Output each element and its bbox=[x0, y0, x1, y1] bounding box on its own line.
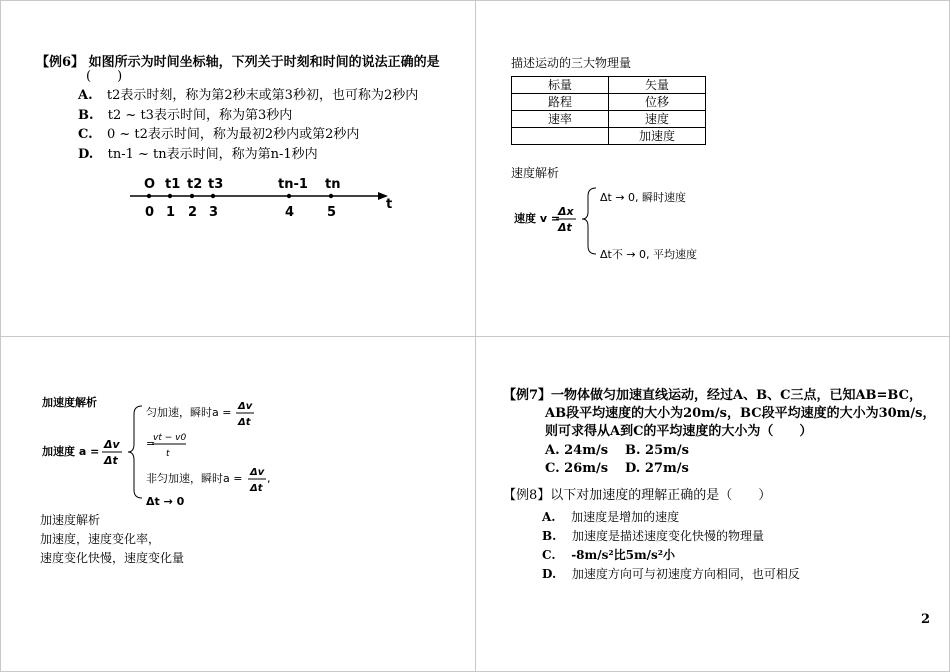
option-text: t2 ~ t3表示时间，称为第3秒内 bbox=[107, 108, 293, 123]
table-cell: 标量 bbox=[512, 77, 609, 94]
option-label: B. bbox=[542, 529, 557, 543]
fraction-numerator: Δv bbox=[238, 401, 253, 412]
table-cell: 速率 bbox=[512, 111, 609, 128]
table-cell: 路程 bbox=[512, 94, 609, 111]
axis-bottom-label: 1 bbox=[166, 205, 176, 220]
acceleration-lhs: 加速度 a = bbox=[42, 445, 100, 458]
fraction-denominator: Δt bbox=[238, 417, 251, 428]
fraction-denominator: t bbox=[166, 449, 170, 459]
table-cell: 矢量 bbox=[609, 77, 706, 94]
option-text: 加速度是增加的速度 bbox=[571, 510, 680, 524]
option-label: D. bbox=[78, 147, 94, 162]
example7-option-b: B. 25m/s bbox=[625, 443, 689, 458]
example7-line-1: 【例7】一物体做匀加速直线运动，经过A、B、C三点，已知AB=BC， bbox=[503, 388, 923, 403]
example8-option-d bbox=[542, 567, 800, 581]
accel-branch-limit: Δt → 0 bbox=[146, 495, 185, 508]
accel-branch-nonuniform: 非匀加速，瞬时a = bbox=[146, 472, 243, 485]
velocity-branch-average: Δt不 → 0, 平均速度 bbox=[600, 248, 698, 261]
axis-bottom-label: 3 bbox=[209, 205, 219, 220]
option-label: C. bbox=[78, 127, 93, 142]
velocity-lhs: 速度 v = bbox=[514, 212, 561, 225]
axis-top-label: t2 bbox=[187, 177, 203, 192]
example7-option-a: A. 24m/s bbox=[545, 443, 609, 458]
accel-branch-uniform: 匀加速，瞬时a = bbox=[146, 406, 232, 419]
example8-header: 【例8】以下对加速度的理解正确的是（ ） bbox=[503, 488, 772, 503]
example7-line-3: 则可求得从A到C的平均速度的大小为（ ） bbox=[545, 424, 813, 439]
page-number: 2 bbox=[921, 612, 931, 627]
option-text: t2表示时刻，称为第2秒末或第3秒初，也可称为2秒内 bbox=[106, 88, 419, 103]
equals-sign: = bbox=[146, 437, 156, 450]
option-text: 加速度方向可与初速度方向相同，也可相反 bbox=[571, 567, 800, 581]
example6-header: 【例6】 如图所示为时间坐标轴，下列关于时刻和时间的说法正确的是 bbox=[36, 55, 440, 70]
comma: , bbox=[267, 472, 271, 485]
option-label: C. bbox=[542, 548, 556, 562]
option-label: A. bbox=[542, 510, 556, 524]
fraction-denominator: Δt bbox=[250, 483, 263, 494]
acceleration-note-3: 速度变化快慢，速度变化量 bbox=[40, 551, 185, 565]
axis-bottom-label: 0 bbox=[145, 205, 155, 220]
option-label: A. bbox=[78, 88, 93, 103]
axis-top-label: O bbox=[144, 177, 156, 192]
three-quantities-title: 描述运动的三大物理量 bbox=[511, 56, 632, 70]
option-label: D. bbox=[542, 567, 557, 581]
example7-option-d: D. 27m/s bbox=[625, 461, 689, 476]
axis-top-label: tn bbox=[325, 177, 341, 192]
fraction-numerator: vt − v0 bbox=[153, 433, 187, 443]
option-text: 加速度是描述速度变化快慢的物理量 bbox=[571, 529, 764, 543]
fraction-numerator: Δv bbox=[250, 467, 265, 478]
fraction-numerator: Δx bbox=[558, 205, 574, 218]
example6-paren: ( ) bbox=[86, 69, 123, 84]
example7-line-2: AB段平均速度的大小为20m/s，BC段平均速度的大小为30m/s， bbox=[545, 406, 936, 421]
table-cell: 速度 bbox=[609, 111, 706, 128]
axis-bottom-label: 4 bbox=[285, 205, 295, 220]
option-text: -8m/s²比5m/s²小 bbox=[571, 548, 676, 562]
option-label: B. bbox=[78, 108, 94, 123]
fraction-denominator: Δt bbox=[104, 454, 118, 467]
table-cell: 加速度 bbox=[609, 128, 706, 145]
fraction-denominator: Δt bbox=[558, 221, 572, 234]
axis-top-label: tn-1 bbox=[278, 177, 308, 192]
acceleration-note-1: 加速度解析 bbox=[40, 513, 101, 527]
example8-option-b bbox=[542, 529, 764, 543]
curly-brace-icon bbox=[128, 406, 142, 498]
velocity-analysis-title: 速度解析 bbox=[511, 166, 560, 180]
example8-option-a bbox=[542, 510, 679, 524]
acceleration-formula bbox=[0, 336, 475, 672]
velocity-branch-instant: Δt → 0, 瞬时速度 bbox=[600, 191, 687, 204]
axis-top-label: t1 bbox=[165, 177, 181, 192]
table-cell: 位移 bbox=[609, 94, 706, 111]
example7-option-c: C. 26m/s bbox=[545, 461, 609, 476]
axis-top-label: t3 bbox=[208, 177, 224, 192]
option-text: tn-1 ~ tn表示时间，称为第n-1秒内 bbox=[107, 147, 318, 162]
axis-bottom-label: 5 bbox=[327, 205, 337, 220]
example8-option-c bbox=[542, 548, 675, 562]
axis-t-label: t bbox=[386, 197, 393, 212]
curly-brace-icon bbox=[582, 188, 596, 254]
option-text: 0 ~ t2表示时间，称为最初2秒内或第2秒内 bbox=[106, 127, 360, 142]
acceleration-note-2: 加速度，速度变化率， bbox=[40, 532, 161, 546]
axis-bottom-label: 2 bbox=[188, 205, 198, 220]
fraction-numerator: Δv bbox=[104, 438, 120, 451]
acceleration-analysis-title: 加速度解析 bbox=[42, 396, 97, 409]
